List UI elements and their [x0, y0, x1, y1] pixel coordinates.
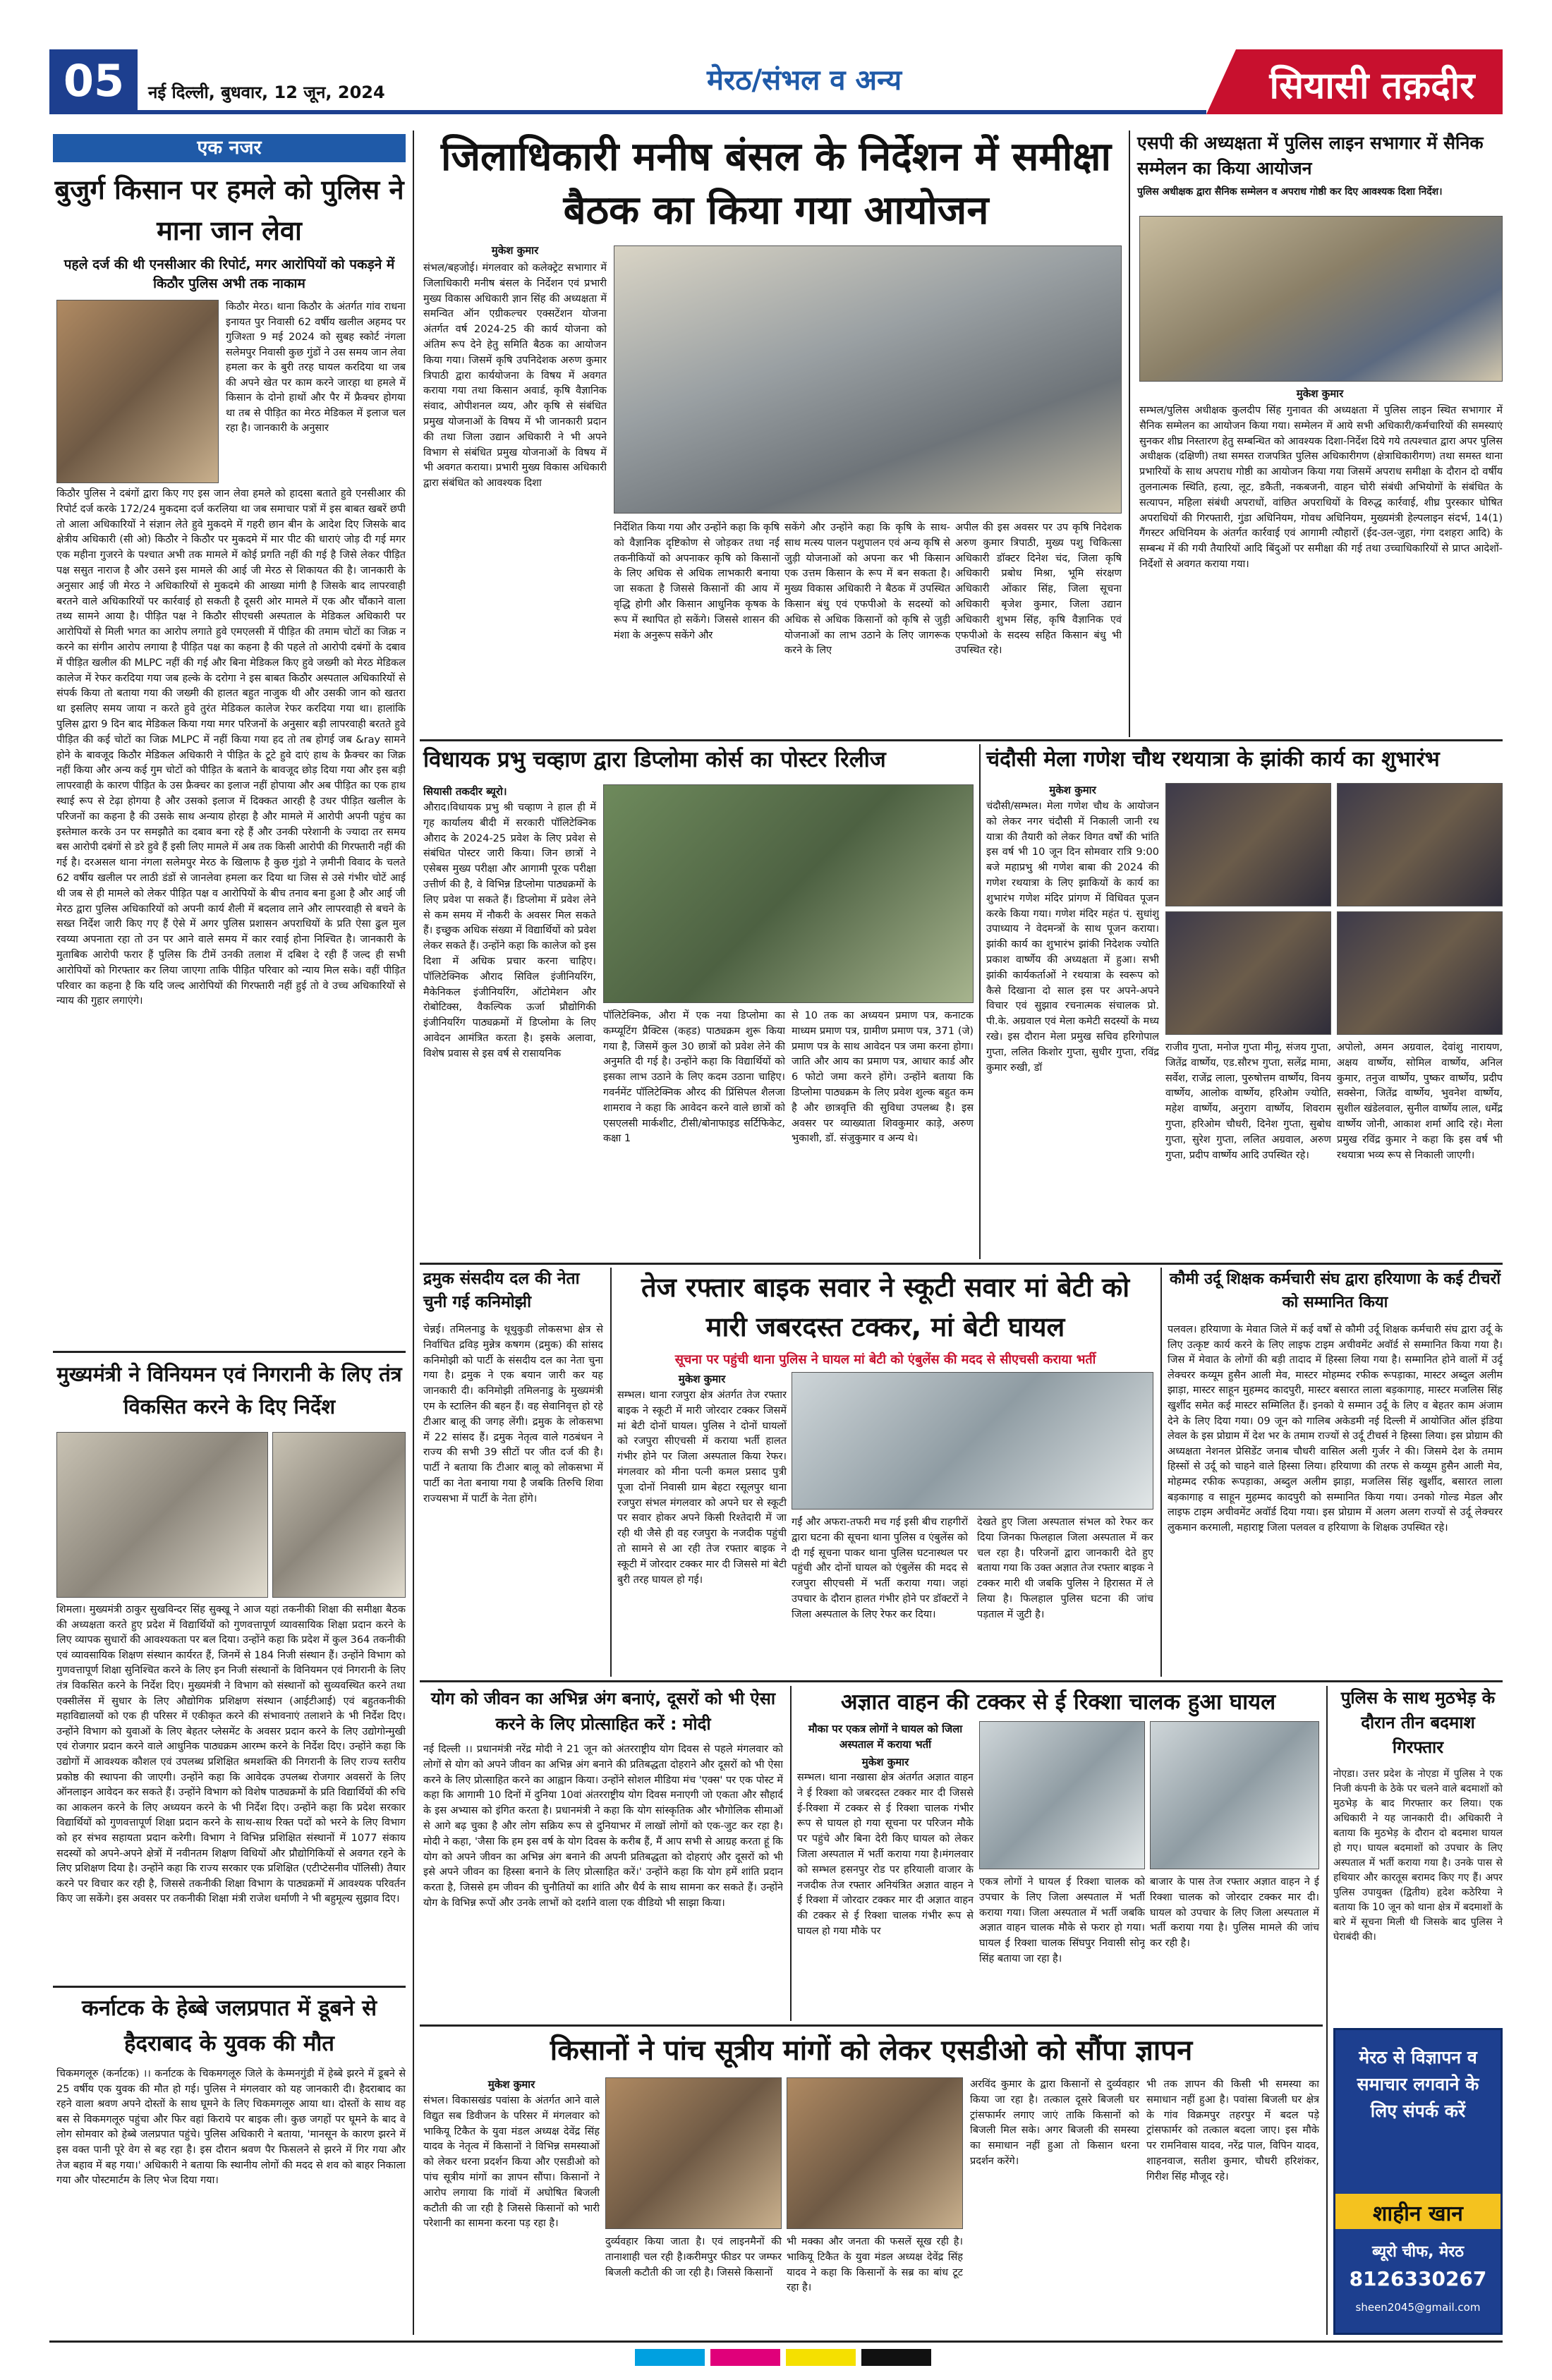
scooty-body-left: सम्भल। थाना रजपुरा क्षेत्र अंतर्गत तेज रफ्तार बाइक ने स्कूटी में मारी जोरदार टक्कर जिसमें मां बेटी दोनों घायल। पुलिस ने दोनों घायलों को रजपुरा सीएचसी में कराया भर्ती हालत गंभीर होने पर जिला अस्पताल किया रेफर।मंगलवार को मीना पत्नी कमल प्रसाद पुत्री पूजा दोनों निवासी ग्राम बेहटा रसूलपुर थाना रजपुरा संभल मंगलवार को अपने घर से स्कूटी पर सवार होकर अपने किसी रिश्तेदारी में जा रही थी जैसे ही वह रजपुरा के नजदीक पहुंची तो सामने से आ रही तेज रफ्तार बाइक ने स्कूटी में जोरदार टक्कर मार दी जिससे मां बेटी बुरी तरह घायल हो गई।: [617, 1390, 787, 1586]
masthead: [49, 49, 1503, 114]
chandausi-names-2: अपोलो, अमन अग्रवाल, देवांशु नारायण, अक्षय वार्ष्णेय, सोमिल वार्ष्णेय, अनिल कुमार, तनुज वार्ष्णेय, पुष्कर वार्ष्णेय, प्रदीप सक्सेना, जितेंद्र वार्ष्णेय, भुवनेश वार्ष्णेय, सुशील खंडेलवाल, सुनील वार्ष्णेय लाल, धर्मेंद्र वार्ष्णेय जोनी, आकाश शर्मा आदि रहे। मेला प्रमुख रविंद्र कुमार ने कहा कि इस वर्ष भी रथयात्रा भव्य रूप से निकाली जाएगी।: [1337, 1042, 1503, 1161]
story2-photo-left: [56, 1432, 268, 1598]
vidhayak-byline: सियासी तकदीर ब्यूरो।: [423, 785, 507, 798]
erickshaw-byline: मुकेश कुमार: [861, 1756, 909, 1768]
center-top-body-left: संभल/बहजोई। मंगलवार को कलेक्ट्रेट सभागार में जिलाधिकारी मनीष बंसल के निर्देशन एवं प्रभारी मुख्य विकास अधिकारी ज्ञान सिंह की अध्यक्षता में समन्वित ऑन एग्रीकल्चर एक्सटेंशन योजना अंतर्गत वर्ष 2024-25 की कार्य योजना को अंतिम रूप देने हेतु समिति बैठक का आयोजन किया गया। जिसमें कृषि उपनिदेशक अरुण कुमार त्रिपाठी द्वारा कार्ययोजना के विषय में अवगत कराया गया तथा किसान अवार्ड, कृषि वैज्ञानिक संवाद, ओपीशनल व्यय, और कृषि से संबंधित प्रमुख योजनाओं के विषय में भी जानकारी प्रदान की तथा जिला उद्यान अधिकारी ने भी अपने विभाग से संबंधित प्रमुख योजनाओं के विषय में भी अवगत कराया। प्रभारी मुख्य विकास अधिकारी द्वारा संबंधित को आवश्यक दिशा: [423, 262, 607, 490]
hrule-mid-1: [420, 739, 1503, 741]
story2-headline: मुख्यमंत्री ने विनियमन एवं निगरानी के लिए तंत्र विकसित करने के दिए निर्देश: [56, 1362, 402, 1419]
urdu-headline: कौमी उर्दू शिक्षक कर्मचारी संघ द्वारा हरियाणा के कई टीचरों को सम्मानित किया: [1169, 1270, 1501, 1311]
hrule-mid-2: [420, 1263, 1503, 1265]
right-top-photo: [1139, 216, 1503, 382]
reg-mark-black: [861, 2349, 931, 2366]
reg-mark-cyan: [635, 2349, 705, 2366]
story3-body: चिकमगलूरु (कर्नाटक) ।। कर्नाटक के चिकमगलूरु जिले के केम्मनगुंडी में हेब्बे झरने में डूबने से 25 वर्षीय एक युवक की मौत हो गई। पुलिस ने मंगलवार को यह जानकारी दी। हैदराबाद का रहने वाला श्रवण अपने दोस्तों के साथ घूमने के लिए चिकमगलूरु आया था। दोस्तों के साथ वह बस से विकमगलूरु पहुंचा और फिर वहां किराये पर बाइक ली। कुछ जगहों पर घूमने के बाद वे लोग सोमवार को हेब्बे जलप्रपात पहुंचे। पुलिस अधिकारी ने बताया, 'मानसून के कारण झरने में इस वक्त पानी पूरे वेग से बह रहा है। इस दौरान श्रवण पैर फिसलने से झरने में गिर गया और तेज बहाव में बह गया।' अधिकारी ने बताया कि स्थानीय लोगों की मदद से शव को बाहर निकाला गया और पोस्टमार्टम के लिए भेज दिया गया।: [56, 2068, 406, 2187]
story3-headline: कर्नाटक के हेब्बे जलप्रपात में डूबने से हैदराबाद के युवक की मौत: [81, 1996, 377, 2056]
erickshaw-body-mid: एकत्र लोगों ने घायल ई रिक्शा चालक को उपचार के लिए जिला अस्पताल में भर्ती कराया गया। जिला अस्पताल में भर्ती जबकि अज्ञात वाहन चालक मौके से फरार हो गया। घायल ई रिक्शा चालक सिंघपुर निवासी सोनू सिंह बताया जा रहा है।: [979, 1876, 1145, 1965]
center-top-byline: मुकेश कुमार: [491, 244, 539, 257]
kisan-photo-2: [787, 2077, 963, 2229]
scooty-body-1: गईं और अफरा-तफरी मच गई इसी बीच राहगीरों द्वारा घटना की सूचना थाना पुलिस व एंबुलेंस को दी गई सूचना पाकर थाना पुलिस घटनास्थल पर पहुंची और दोनों घायल को एंबुलेंस की मदद से रजपुरा सीएचसी में भर्ती कराया गया। जहां उपचार के दौरान हालत गंभीर होने पर डॉक्टरों ने जिला अस्पताल के लिए रेफर कर दिया।: [792, 1517, 968, 1620]
col-rule-1: [413, 130, 414, 2335]
hrule-mid-3: [420, 1680, 1503, 1682]
ad-name: शाहीन खान: [1373, 2202, 1463, 2226]
kisan-body-left: संभल। विकासखंड पवांसा के अंतर्गत आने वाले विद्युत सब डिवीजन के परिसर में मंगलवार को भाकियू टिकैत के युवा मंडल अध्यक्ष देवेंद्र सिंह यादव के नेतृत्व में किसानों ने विभिन्न समस्याओं को लेकर धरना प्रदर्शन किया और एसडीओ को पांच सूत्रीय मांगों का ज्ञापन सौंपा। किसानों ने आरोप लगाया कि गांवों में अघोषित बिजली कटौती की जा रही है जिससे किसानों को भारी परेशानी का सामना करना पड़ रहा है।: [423, 2095, 600, 2230]
kisan-body-3: अरविंद कुमार के द्वारा किसानों से दुर्व्यवहार किया जा रहा है। तत्काल दूसरे बिजली घर ट्रांसफार्मर लगाए जाएं ताकि किसानों को बिजली मिल सके। अगर बिजली की समस्या का समाधान नहीं हुआ तो किसान धरना प्रदर्शन करेंगे।: [970, 2079, 1139, 2167]
kisan-body-4: भी तक ज्ञापन की किसी भी समस्या का समाधान नहीं हुआ है। पवांसा बिजली घर क्षेत्र के गांव विक्रमपुर तहरपुर में बदल पड़े ट्रांसफार्मर को तत्काल बदला जाए। इस मौके पर रामनिवास यादव, नरेंद्र पाल, विपिन यादव, शाहनवाज, सतीश कुमार, चौधरी हरिशंकर, गिरीश सिंह मौजूद रहे।: [1146, 2079, 1319, 2182]
kisan-headline: किसानों ने पांच सूत्रीय मांगों को लेकर एसडीओ को सौंपा ज्ञापन: [550, 2034, 1193, 2067]
vidhayak-photo: [603, 784, 974, 1003]
right-top-body: सम्भल/पुलिस अधीक्षक कुलदीप सिंह गुनावत की अध्यक्षता में पुलिस लाइन स्थित सभागार में सैनिक सम्मेलन का आयोजन किया गया। सम्मेलन में आये सभी अधिकारी/कर्मचारियों की समस्याएं सुनकर शीघ्र निस्तारण हेतु सम्बन्धित को आवश्यक दिशा-निर्देश दिये गये तत्पश्चात द्वारा अपर पुलिस अधीक्षक (दक्षिणी) तथा समस्त राजपत्रित पुलिस अधिकारीगण (क्षेत्राधिकारीगण) तथा समस्त थाना प्रभारियों के साथ अपराध गोष्ठी का आयोजन किया गया जिसमें अपराध समीक्षा के दौरान दो वर्षीय तुलनात्मक स्थिति, हत्या, लूट, डकैती, नकबजनी, वाहन चोरी संबंधी अभियोगों के संबंधित के सत्यापन, महिला संबंधी अपराधों, वांछित अपराधियों के विरुद्ध कार्रवाई, शीघ्र पुरस्कार घोषित अपराधियों की गिरफ्तारी, गुंडा अधिनियम, गोवध अधिनियम, मुख्यमंत्री हेल्पलाइन संदर्भ, 14(1) गैंगस्टर अधिनियम के अंतर्गत कार्रवाई एवं आगामी त्यौहारों (ईद-उल-जुहा, गंगा दशहरा आदि) के सम्बन्ध में की गयी तैयारियों आदि बिंदुओं पर समीक्षा की गई तथा उच्चाधिकारियों से प्राप्त आदेशों-निर्देशों से अवगत कराया गया।: [1139, 405, 1503, 570]
ad-box: [1333, 2028, 1503, 2335]
kisan-body-1: दुर्व्यवहार किया जाता है। एवं लाइनमैनों की तानाशाही चल रही है।करीमपुर फीडर पर जम्फर बिजली कटौती की जा रही है। जिससे किसानों: [605, 2236, 782, 2278]
center-top-body-1: निर्देशित किया गया और उन्होंने कहा कि कृषि को वैज्ञानिक दृष्टिकोण से जोड़कर तथा नई तकनीकियों को अपनाकर कृषि को किसानों के लिए अधिक से अधिक लाभकारी बनाया जा सकता है जिससे किसानों की आय में वृद्धि होगी और किसान आधुनिक कृषक के रूप में स्थापित हो सकेंगे। जिससे शासन की मंशा के अनुरूप सकेंगे और: [614, 522, 780, 641]
police-body: नोएडा। उत्तर प्रदेश के नोएडा में पुलिस ने एक निजी कंपनी के ठेके पर चलने वाले बदमाशों को मुठभेड़ के बाद गिरफ्तार कर लिया। एक अधिकारी ने यह जानकारी दी। अधिकारी ने बताया कि मुठभेड़ के दौरान दो बदमाश घायल हो गए। घायल बदमाशों को उपचार के लिए अस्पताल में भर्ती कराया गया है। उनके पास से हथियार और कारतूस बरामद किए गए हैं। अपर पुलिस उपायुक्त (द्वितीय) हृदेश कठेरिया ने बताया कि 10 जून को थाना क्षेत्र में बदमाशों के बारे में सूचना मिली थी जिसके बाद पुलिस ने घेराबंदी की।: [1333, 1768, 1503, 1943]
footer-rule: [49, 2340, 1503, 2343]
col-rule-7: [1326, 1686, 1328, 2335]
reg-mark-magenta: [710, 2349, 780, 2366]
section-title: मेरठ/संभल व अन्य: [706, 64, 902, 97]
masthead-rule: [138, 110, 1206, 114]
ek-nazar-banner: [53, 134, 406, 162]
chandausi-byline: मुकेश कुमार: [1049, 784, 1096, 796]
col-rule-4: [610, 1268, 612, 1677]
story1-subhead: पहले दर्ज की थी एनसीआर की रिपोर्ट, मगर आरोपियों को पकड़ने में किठौर पुलिस अभी तक नाकाम: [63, 257, 395, 291]
vidhayak-headline: विधायक प्रभु चव्हाण द्वारा डिप्लोमा कोर्स का पोस्टर रिलीज: [423, 747, 886, 772]
story2-photo-right: [272, 1432, 406, 1598]
urdu-body-top: पलवल। हरियाणा के मेवात जिले में कई वर्षों से कौमी उर्दू शिक्षक कर्मचारी संघ द्वारा उर्दू के लिए उत्कृष्ट कार्य करने के लिए लाइफ टाइम अचीवमेंट अवॉर्ड से सम्मानित किया गया है। जिस में मेवात के लोगों की बड़ी तादाद में हिस्सा लिया गया है। सम्मानित होने वालों में उर्दू लेक्चरर कय्यूम हुसैन आली मेव, मास्टर मोहम्मद रफीक रूपड़ाका, मास्टर अब्दुल अलीम झाड़ा, मास्टर साहून मुहम्मद कादपुरी, मास्टर बसारत लाला बड़कागाह, मास्टर मजलिस सिंह खुर्शीद समेत कई मास्टर सम्मिलित हैं। इनको ये सम्मान उर्दू के लिए व बेहतर काम अंजाम देने के लिए दिया गया। 09 जून को गालिब अकेडमी नई दिल्ली में आयोजित ऑल इंडिया लेवल के इस प्रोग्राम में देश भर के तमाम राज्यों से उर्दू टीचर्स ने हिस्सा लिया। इस प्रोग्राम की अध्यक्षता नेशनल प्रेसिडेंट जनाब चौधरी वासिल अली गुर्जर ने की। जिसमे देश के तमाम हिस्सों से उर्दू को चाहने वाले हिस्सा लिया। हरियाणा की तरफ से कय्यूम हुसैन आली मेव, मोहम्मद रफीक रूपड़ाका, अब्दुल अलीम झाड़ा, मजलिस सिंह खुर्शीद, बसारत लाला बड़कागाह व साहून मुहम्मद कादपुरी को सम्मानित किया गया। उनको गोल्ड मेडल और लाइफ टाइम अचीवमेंट अवॉर्ड दिया गया। इस प्रोग्राम में अलग अलग राज्यों से उर्दू लेक्चरर लुकमान करमाली, महाराष्ट्र जिला पलवल व हरियाणा के शिक्षक उपस्थित रहे।: [1168, 1324, 1503, 1534]
erickshaw-photo-1: [979, 1721, 1145, 1869]
vidhayak-body-2: से 10 तक का अध्ययन प्रमाण पत्र, कनाटक माध्यम प्रमाण पत्र, ग्रामीण प्रमाण पत्र, 371 (जे) प्रमाण पत्र के साथ आवेदन पत्र जमा करना होगा। जाति और आय का प्रमाण पत्र, आधार कार्ड और 6 फोटो जमा करने होंगे। उन्होंने बताया कि डिप्लोमा पाठ्यक्रम के लिए प्रवेश शुल्क बहुत कम है और छात्रवृत्ति की सुविधा उपलब्ध है। इस अवसर पर व्याख्याता शिवकुमार काड़े, अरुण भुकाशी, डॉ. संजुकुमार व अन्य थे।: [792, 1010, 974, 1145]
paper-name: सियासी तक़दीर: [1269, 65, 1475, 107]
scooty-subhead: सूचना पर पहुंची थाना पुलिस ने घायल मां बेटी को एंबुलेंस की मदद से सीएचसी कराया भर्ती: [674, 1352, 1096, 1367]
erickshaw-body-left: सम्भल। थाना नखासा क्षेत्र अंतर्गत अज्ञात वाहन ने ई रिक्शा को जबरदस्त टक्कर मार दी जिससे ई-रिक्शा में टक्कर से ई रिक्शा चालक गंभीर रूप से घायल हो गया सूचना पर परिजन मौके पर पहुंचे और बिना देरी किए घायल को लेकर जिला अस्पताल में भर्ती कराया गया है।मंगलवार को सम्भल हसनपुर रोड पर हरियाली वाजार के नजदीक तेज रफ्तार अनियंत्रित अज्ञात वाहन ने ई रिक्शा में जोरदार टक्कर मार दी अज्ञात वाहन की टक्कर से ई रिक्शा चालक गंभीर रूप से घायल हो गया मौके पर: [797, 1772, 974, 1937]
chandausi-photo-3: [1165, 911, 1331, 1035]
dramuk-headline: द्रमुक संसदीय दल की नेता चुनी गई कनिमोझी: [423, 1270, 580, 1311]
chandausi-names: राजीव गुप्ता, मनोज गुप्ता मीनू, संजय गुप्ता, जितेंद्र वार्ष्णेय, एड.सौरभ गुप्ता, सलेंद्र मामा, सर्वेश, राजेंद्र लाला, पुरुषोत्तम वार्ष्णेय, विनय वार्ष्णेय, आलोक वार्ष्णेय, हरिओम ज्योति, महेश वार्ष्णेय, अनुराग वार्ष्णेय, शिवराम गुप्ता, हरिओम चौधरी, दिनेश गुप्ता, सुबोध गुप्ता, सुरेश गुप्ता, ललित अग्रवाल, अरुण गुप्ता, प्रदीप वार्ष्णेय आदि उपस्थित रहे।: [1165, 1042, 1331, 1161]
vidhayak-body-1: पॉलिटेक्निक, औरा में एक नया डिप्लोमा का कम्प्यूटिंग प्रैक्टिस (कहड) पाठ्यक्रम शुरू किया गया है, जिसमें कुल 30 छात्रों को प्रवेश लेने की अनुमति दी गई है। उन्होंने कहा कि विद्यार्थियों को इसका लाभ उठाने के लिए कदम उठाना चाहिए। गवर्नमेंट पॉलिटेक्निक औरद की प्रिंसिपल शैलजा शामराव ने कहा कि आवेदन करने वाले छात्रों को एसएलसी मार्कशीट, टीसी/बोनाफाइड सर्टिफिकेट, कक्षा 1: [603, 1010, 785, 1145]
col-rule-6: [790, 1686, 792, 2021]
chandausi-photo-2: [1337, 783, 1503, 906]
col-rule-5: [1160, 1268, 1162, 1677]
ad-role: ब्यूरो चीफ, मेरठ: [1371, 2243, 1465, 2261]
page-number: 05: [63, 55, 125, 107]
ad-email: sheen2045@gmail.com: [1355, 2301, 1481, 2314]
chandausi-body: चंदौसी/सम्भल। मेला गणेश चौथ के आयोजन को लेकर नगर चंदौसी में निकाली जानी रथ यात्रा की तैयारी को लेकर विगत वर्षों की भांति इस वर्ष भी 10 जून दिन सोमवार रात्रि 9:00 बजे महाप्रभु श्री गणेश बाबा की 2024 की गणेश रथयात्रा के लिए झाकियों के कार्य का शुभारंभ गणेश मंदिर प्रांगण में विधिवत पूजन करके किया गया। गणेश मंदिर महंत पं. सुधांशु उपाध्याय ने वेदमन्त्रों के साथ पूजन कराया। झांकी कार्य का शुभारंभ झांकी निदेशक ज्योति प्रकाश वार्ष्णेय की अध्यक्षता में हुआ। सभी झांकी कार्यकर्ताओं ने रथयात्रा के स्वरूप को कैसे दिखाना दो साल इस पर अपने-अपने विचार एवं सुझाव रचनात्मक संचालक प्रो. पी.के. अग्रवाल एवं मेला कमेटी सदस्यों के मध्य रखे। इस दौरान मेला प्रमुख सचिव हरिगोपाल गुप्ता, ललित किशोर गुप्ता, सुधीर गुप्ता, रविंद्र कुमार रुखी, डॉ: [986, 801, 1159, 1074]
scooty-byline: मुकेश कुमार: [678, 1373, 726, 1385]
center-top-headline: जिलाधिकारी मनीष बंसल के निर्देशन में समीक्षा बैठक का किया गया आयोजन: [440, 134, 1112, 233]
reg-mark-yellow: [786, 2349, 856, 2366]
chandausi-photo-4: [1337, 911, 1503, 1035]
scooty-body-2: देखते हुए जिला अस्पताल संभल को रेफर कर दिया जिनका फिलहाल जिला अस्पताल में कर चल रहा है। परिजनों द्वारा जानकारी देते हुए बताया गया कि उक्त अज्ञात तेज रफ्तार बाइक ने टक्कर मारी थी जबकि पुलिस ने हिरासत में ले लिया है। फिलहाल पुलिस घटना की जांच पड़ताल में जुटी है।: [977, 1517, 1153, 1620]
story1-body-top: किठौर मेरठ। थाना किठौर के अंतर्गत गांव राधना इनायत पुर निवासी 62 वर्षीय खलील अहमद पर गुजिश्ता 9 मई 2024 को सुबह स्कोर्ट नंगला सलेमपुर निवासी कुछ गुंडों ने उस समय जान लेवा हमला कर के बुरी तरह घायल करदिया था जब की अपने खेत पर काम करने जारहा था हमले में किसान के दोनो हाथों और पैर में फ्रैक्चर होगया था तब से पीड़ित का मेरठ मेडिकल में इलाज चल रहा है। जानकारी के अनुसार: [226, 301, 406, 434]
vidhayak-body-left: औराद।विधायक प्रभु श्री चव्हाण ने हाल ही में गृह कार्यालय बीदी में सरकारी पॉलिटेक्निक औराद के 2024-25 प्रवेश के लिए प्रवेश से संबंधित पोस्टर जारी किया। जिन छात्रों ने एसेबस मुख्य परीक्षा और आगामी पूरक परीक्षा उत्तीर्ण की है, वे विभिन्न डिप्लोमा पाठ्यक्रमों के लिए प्रवेश पा सकते हैं। डिप्लोमा में प्रवेश लेने से कम समय में नौकरी के अवसर मिल सकते हैं। इच्छुक अधिक संख्या में विद्यार्थियों को प्रवेश लेकर सकते हैं। उन्होंने कहा कि कालेज को इस दिशा में अधिक प्रचार करना चाहिए। पॉलिटेक्निक औराद सिविल इंजीनियरिंग, मैकेनिकल इंजीनियरिंग, ऑटोमेशन और रोबोटिक्स, वैकल्पिक ऊर्जा प्रौद्योगिकी इंजीनियरिंग पाठ्यक्रमों में डिप्लोमा के लिए आवेदन आमंत्रित करता है। इसके अलावा, विशेष प्रवास से इस वर्ष से रासायनिक: [423, 802, 596, 1060]
col-rule-3: [979, 744, 981, 1259]
chandausi-headline: चंदौसी मेला गणेश चौथ रथयात्रा के झांकी कार्य का शुभारंभ: [986, 747, 1440, 772]
police-headline: पुलिस के साथ मुठभेड़ के दौरान तीन बदमाश गिरफ्तार: [1340, 1688, 1496, 1757]
kisan-byline: मुकेश कुमार: [487, 2078, 535, 2091]
erickshaw-body-right: बाजार के पास तेज रफ्तार अज्ञात वाहन ने ई रिक्शा चालक को जोरदार टक्कर मार दी। घायल को उपचार के लिए जिला अस्पताल में भर्ती कराया गया है। पुलिस मामले की जांच कर रही है।: [1150, 1876, 1319, 1950]
kisan-photo-1: [605, 2077, 782, 2229]
hrule-mid-4: [420, 2024, 1323, 2027]
ek-nazar-label: एक नजर: [197, 137, 262, 159]
kisan-body-2: भी मक्का और जनता की फसलें सूख रही है। भाकियू टिकैत के युवा मंडल अध्यक्ष देवेंद्र सिंह यादव ने कहा कि किसानों के सब्र का बांध टूट रहा है।: [787, 2236, 963, 2294]
scooty-headline: तेज रफ्तार बाइक सवार ने स्कूटी सवार मां बेटी को मारी जबरदस्त टक्कर, मां बेटी घायल: [641, 1272, 1130, 1342]
left-divider-1: [53, 1351, 406, 1353]
story1-photo: [56, 300, 219, 483]
erickshaw-headline: अज्ञात वाहन की टक्कर से ई रिक्शा चालक हुआ घायल: [840, 1689, 1276, 1715]
chandausi-photo-1: [1165, 783, 1331, 906]
center-top-photo: [614, 245, 1122, 514]
registration-marks: [635, 2349, 931, 2366]
erickshaw-subhead: मौका पर एकत्र लोगों ने घायल को जिला अस्पताल में कराया भर्ती: [808, 1723, 963, 1751]
right-top-headline: एसपी की अध्यक्षता में पुलिस लाइन सभागार में सैनिक सम्मेलन का किया आयोजन: [1137, 133, 1484, 178]
center-top-body-3: अपील की इस अवसर पर उप कृषि निदेशक अरुण कुमार त्रिपाठी, मुख्य पशु चिकित्सा अधिकारी डॉक्टर दिनेश चंद, जिला कृषि अधिकारी प्रबोध मिश्रा, भूमि संरक्षण अधिकारी ओंकार सिंह, जिला सूचना अधिकारी बृजेश कुमार, जिला उद्यान अधिकारी शुभम सिंह, कृषि वैज्ञानिक एवं एफपीओ के सदस्य सहित किसान बंधु भी उपस्थित रहे।: [955, 522, 1122, 657]
story1-headline: बुजुर्ग किसान पर हमले को पुलिस ने माना जान लेवा: [54, 174, 404, 246]
yoga-headline: योग को जीवन का अभिन्न अंग बनाएं, दूसरों को भी ऐसा करने के लिए प्रोत्साहित करें : मोदी: [430, 1689, 776, 1734]
right-top-caption: पुलिस अधीक्षक द्वारा सैनिक सम्मेलन व अपराध गोष्ठी कर दिए आवश्यक दिशा निर्देश।: [1137, 186, 1443, 198]
ad-phone: 8126330267: [1349, 2267, 1487, 2290]
story2-body: शिमला। मुख्यमंत्री ठाकुर सुखविन्दर सिंह सुक्खू ने आज यहां तकनीकी शिक्षा की समीक्षा बैठक की अध्यक्षता करते हुए प्रदेश में विद्यार्थियों को गुणवत्तापूर्ण व्यावसायिक शिक्षा प्रदान करने के लिए व्यापक सुधारों की आवश्यकता पर बल दिया। उन्होंने कहा कि प्रदेश में कुल 364 तकनीकी एवं व्यावसायिक शिक्षण संस्थान कार्यरत हैं, जिनमें से 184 निजी संस्थान हैं। उन्होंने विभाग को गुणवत्तापूर्ण शिक्षा सुनिश्चित करने के लिए इन निजी संस्थानों के विनियमन एवं निगरानी के लिए तंत्र विकसित करने के निर्देश दिए। मुख्यमंत्री ने विभाग को संस्थानों को सुव्यवस्थित करने तथा एक्सीलेंस में सुधार के लिए औद्योगिक प्रशिक्षण संस्थान (आईटीआई) एवं बहुतकनीकी महाविद्यालयों को एक ही परिसर में एकीकृत करने की संभावनाएं तलाशने के भी निर्देश दिए। उन्होंने विभाग को युवाओं के लिए बेहतर प्लेसमेंट के अवसर प्रदान करने के लिए उद्योगोन्मुखी एवं रोजगार प्रदान करने वाले आधुनिक पाठ्यक्रम आरम्भ करने के निर्देश दिए। उन्होंने कहा कि उद्योगों में आवश्यक कौशल एवं उपलब्ध प्रशिक्षित श्रमशक्ति की निगरानी के लिए राज्य स्तरीय प्रकोष्ठ की स्थापना की जाएगी। उन्होंने कहा कि आवेदक उपलब्ध रोजगार अवसरों के लिए ऑनलाइन आवेदन कर सकते हैं। उन्होंने विभाग को विशेष पाठ्यक्रमों के प्रति विद्यार्थियों की रुचि का आकलन करने के लिए अध्ययन करने के भी निर्देश दिए। उन्होंने कहा कि प्रदेश सरकार विद्यार्थियों को गुणवत्तापूर्ण शिक्षा प्रदान करने के साथ-साथ रिक्त पदों को भरने के लिए विभाग को हर संभव सहायता प्रदान करेगी। विभाग ने विभिन्न प्रशिक्षित संस्थानों में 1077 संकाय सदस्यों को अपने-अपने क्षेत्रों में नवीनतम शिक्षण विधियों और प्रौद्योगिकियों से अवगत रहने के लिए प्रशिक्षण दिया है। उन्होंने कहा कि राज्य सरकार एक प्रशिक्षित (एटीप्टेसनीव पॉलिसी) तैयार करने पर विचार कर रही है, जिससे तकनीकी शिक्षा विभाग के पाठ्यक्रमों में आवश्यक परिवर्तन किए जा सकेंगे। इस अवसर पर तकनीकी शिक्षा मंत्री राजेश धर्माणी ने भी बहुमूल्य सुझाव दिए।: [56, 1604, 406, 1905]
ad-headline: मेरठ से विज्ञापन व समाचार लगवाने के लिए संपर्क करें: [1357, 2047, 1479, 2121]
dramuk-body: चेन्नई। तमिलनाडु के थूथुकुडी लोकसभा क्षेत्र से निर्वाचित द्रविड़ मुन्नेत्र कषगम (द्रमुक) की सांसद कनिमोझी को पार्टी के संसदीय दल का नेता चुना गया है। द्रमुक ने एक बयान जारी कर यह जानकारी दी। कनिमोझी तमिलनाडु के मुख्यमंत्री एम के स्टालिन की बहन हैं। वह सेवानिवृत्त हो रहे टीआर बालू की जगह लेंगी। द्रमुक के लोकसभा में 22 सांसद हैं। द्रमुक नेतृत्व वाले गठबंधन ने राज्य की सभी 39 सीटों पर जीत दर्ज की है। पार्टी ने बताया कि टीआर बालू को लोकसभा में पार्टी का नेता बनाया गया है जबकि तिरुचि शिवा राज्यसभा में पार्टी के नेता होंगे।: [423, 1324, 603, 1505]
yoga-body: नई दिल्ली ।। प्रधानमंत्री नरेंद्र मोदी ने 21 जून को अंतरराष्ट्रीय योग दिवस से पहले मंगलवार को लोगों से योग को अपने जीवन का अभिन्न अंग बनाने की प्रतिबद्धता दोहराने और दूसरों को भी ऐसा करने के लिए प्रोत्साहित करने का आह्वान किया। उन्होंने सोशल मीडिया मंच 'एक्स' पर एक पोस्ट में कहा कि आगामी 10 दिनों में दुनिया 10वां अंतरराष्ट्रीय योग दिवस मनाएगी जो एकता और सौहार्द के इस अभ्यास को इंगित करता है। प्रधानमंत्री ने कहा कि योग सांस्कृतिक और भौगोलिक सीमाओं से आगे बढ़ चुका है और लोग सक्रिय रूप से दुनियाभर में लाखों लोगों को एक-जुट कर रहा है। मोदी ने कहा, 'जैसा कि हम इस वर्ष के योग दिवस के करीब हैं, मैं आप सभी से आग्रह करता हूं कि योग को अपने जीवन का अभिन्न अंग बनाने की अपनी प्रतिबद्धता को दोहराएं और दूसरों को भी इसे अपने जीवन का हिस्सा बनाने के लिए प्रोत्साहित करें।' उन्होंने कहा कि योग हमें शांति प्रदान करता है, जिससे हम जीवन की चुनौतियों का शांति और धैर्य के साथ सामना कर सकते हैं। उन्होंने योग के विभिन्न रूपों और उनके लाभों को दर्शाने वाला एक वीडियो भी साझा किया।: [423, 1744, 783, 1909]
date-line: नई दिल्ली, बुधवार, 12 जून, 2024: [148, 83, 385, 102]
scooty-photo: [792, 1372, 1153, 1510]
right-top-byline: मुकेश कुमार: [1296, 387, 1344, 400]
center-top-body-2: सकेंगे और उन्होंने कहा कि कृषि के साथ-साथ मत्स्य पालन पशुपालन एवं अन्य कृषि से जुड़ी योजनाओं को अपना कर भी किसान एक उत्तम किसान के रूप में बन सकता है। मुख्य विकास अधिकारी ने बैठक में उपस्थित किसान बंधु एवं एफपीओ के सदस्यों को अधिक से अधिक किसानों को कृषि से जुड़ी योजनाओं का लाभ उठाने के लिए जागरूक करने के लिए: [784, 522, 950, 657]
col-rule-2: [1129, 130, 1130, 737]
erickshaw-photo-2: [1150, 1721, 1319, 1869]
left-divider-2: [53, 1986, 406, 1988]
story1-body: किठौर पुलिस ने दबंगों द्वारा किए गए इस जान लेवा हमले को हादसा बताते हुवे एनसीआर की रिपोर्ट दर्ज करके 172/24 मुकदमा दर्ज करलिया था जब समाचार पत्रों में इस बाबत खबरें छपी तो आला अधिकारियों ने संज्ञान लेते हुवे मुकदमे में गहरी छान बीन के आदेश दिए जिसके बाद क्षेत्रीय अधिकारी (सी ओ) किठौर ने किठौर पर मुकदमे में मार पीट की धाराएं जोड़ दी गई मगर एक महीना गुजरने के पश्चात अभी तक मामले में कोई प्रगति नहीं की गई है जिसे लेकर पीड़ित पक्ष ससुत नाराज है और उसने इस मामले की आई जी मेरठ से शिकायत की है। जानकारी के अनुसार आई जी मेरठ ने अधिकारियों से मुकदमे की आख्या मांगी है जिसके बाद लापरवाही बरतने वाले अधिकारियों पर कार्रवाई हो सकती है दूसरी ओर मामले में एक और चौंकाने वाला तथ्य सामने आया है। पीड़ित पक्ष ने किठौर सीएचसी अस्पताल के मेडिकल अधिकारी पर आरोपियों से मिली भगत का आरोप लगाते हुवे एमएलसी में पीड़ित की तमाम चोटों का जिक्र न करने का संगीन आरोप लगाया है पीड़ित पक्ष का कहना है की पहले तो आरोपी दबंगों के दबाव में पीड़ित खलील की MLPC नहीं की गई और बिना मेडिकल किए हुवे जख्मी को मेरठ मेडिकल कालेज में रेफर करदिया गया जब हल्के के दरोगा ने इस बाबत किठौर अस्पताल अधिकारियों से संपर्क किया तो बताया गया की जख्मी की हालत बहुत नाजुक थी और उसकी जान को खतरा था इसलिए समय जाया न करते हुवे तुरंत मेडिकल कालेज रेफर करदिया गया था। हालांकि पुलिस द्वारा 9 दिन बाद मेडिकल किया गया मगर परिजनों के अनुसार बड़ी लापरवाही बरतते हुवे पीड़ित की कई चोटों का जिक्र MLPC में नहीं किया गया हद तो तब होगई जब &ray सामने होने के बावजूद किठौर मेडिकल अधिकारी ने पीड़ित के टूटे हुवे दाएं हाथ के फ्रैक्चर का जिक्र नहीं किया और अन्य कई गुम चोटों को पीड़ित के बताने के बावजूद छोड़ दिया गया और इस बड़ी लापरवाही के कारण पीड़ित के उस फ्रैक्चर का इलाज नहीं होपाया और अब पीड़ित का एक हाथ स्थाई रूप से टेढ़ा होगया है और उसको इलाज में दिक्कत आरही है उधर पीड़ित खलील के परिजनों का कहना है की उसके साथ अन्याय होरहा है और मामले में आरोपी अपनी पहुंच का इस्तेमाल करके उन पर समझौते का दबाव बना रहे हैं और उनकी परेशानी के ज्यादा तर समय बस आरोपी दबंगों से डरे हुवे हैं इसी लिए मामले में अब तक किसी आरोपी की गिरफ्तारी नहीं की गई है। दरअसल थाना नंगला सलेमपुर मेरठ के खिलाफ है कुछ गुंडो ने ज़मीनी विवाद के चलते 62 वर्षीय खलील पर लाठी डंडों से जानलेवा हमला कर दिया था जिस से उसे गंभीर चोटें आई थी जब से ही मामले को लेकर पीड़ित पक्ष व आरोपियों के बीच तनाव बना हुआ है और आई जी मेरठ द्वारा पुलिस अधिकारियों को अपनी कार्य शैली में बदलाव लाने और लापरवाही से बचने के सख्त निर्देश जारी किए गए हैं ऐसे में अगर पुलिस प्रशासन अपराधियों के प्रति ऐसा ढुल मुल रवय्या अपनाता रहा तो उन पर आने वाले समय में कार रवाई होना निश्चित है। जानकारी के मुताबिक आरोपी फरार हैं पुलिस कि टीमें उनकी तलाश में दबिश दे रही हैं जल्द ही सभी आरोपियों को गिरफ्तार कर लिया जाएगा ताकि पीड़ित परिवार को न्याय मिल सके। वहीं पीड़ित परिवार का कहना है कि यदि जल्द आरोपियों की गिरफ्तारी नहीं हुई तो वे उच्च अधिकारियों से न्याय की गुहार लगाएंगे।: [56, 488, 406, 1007]
